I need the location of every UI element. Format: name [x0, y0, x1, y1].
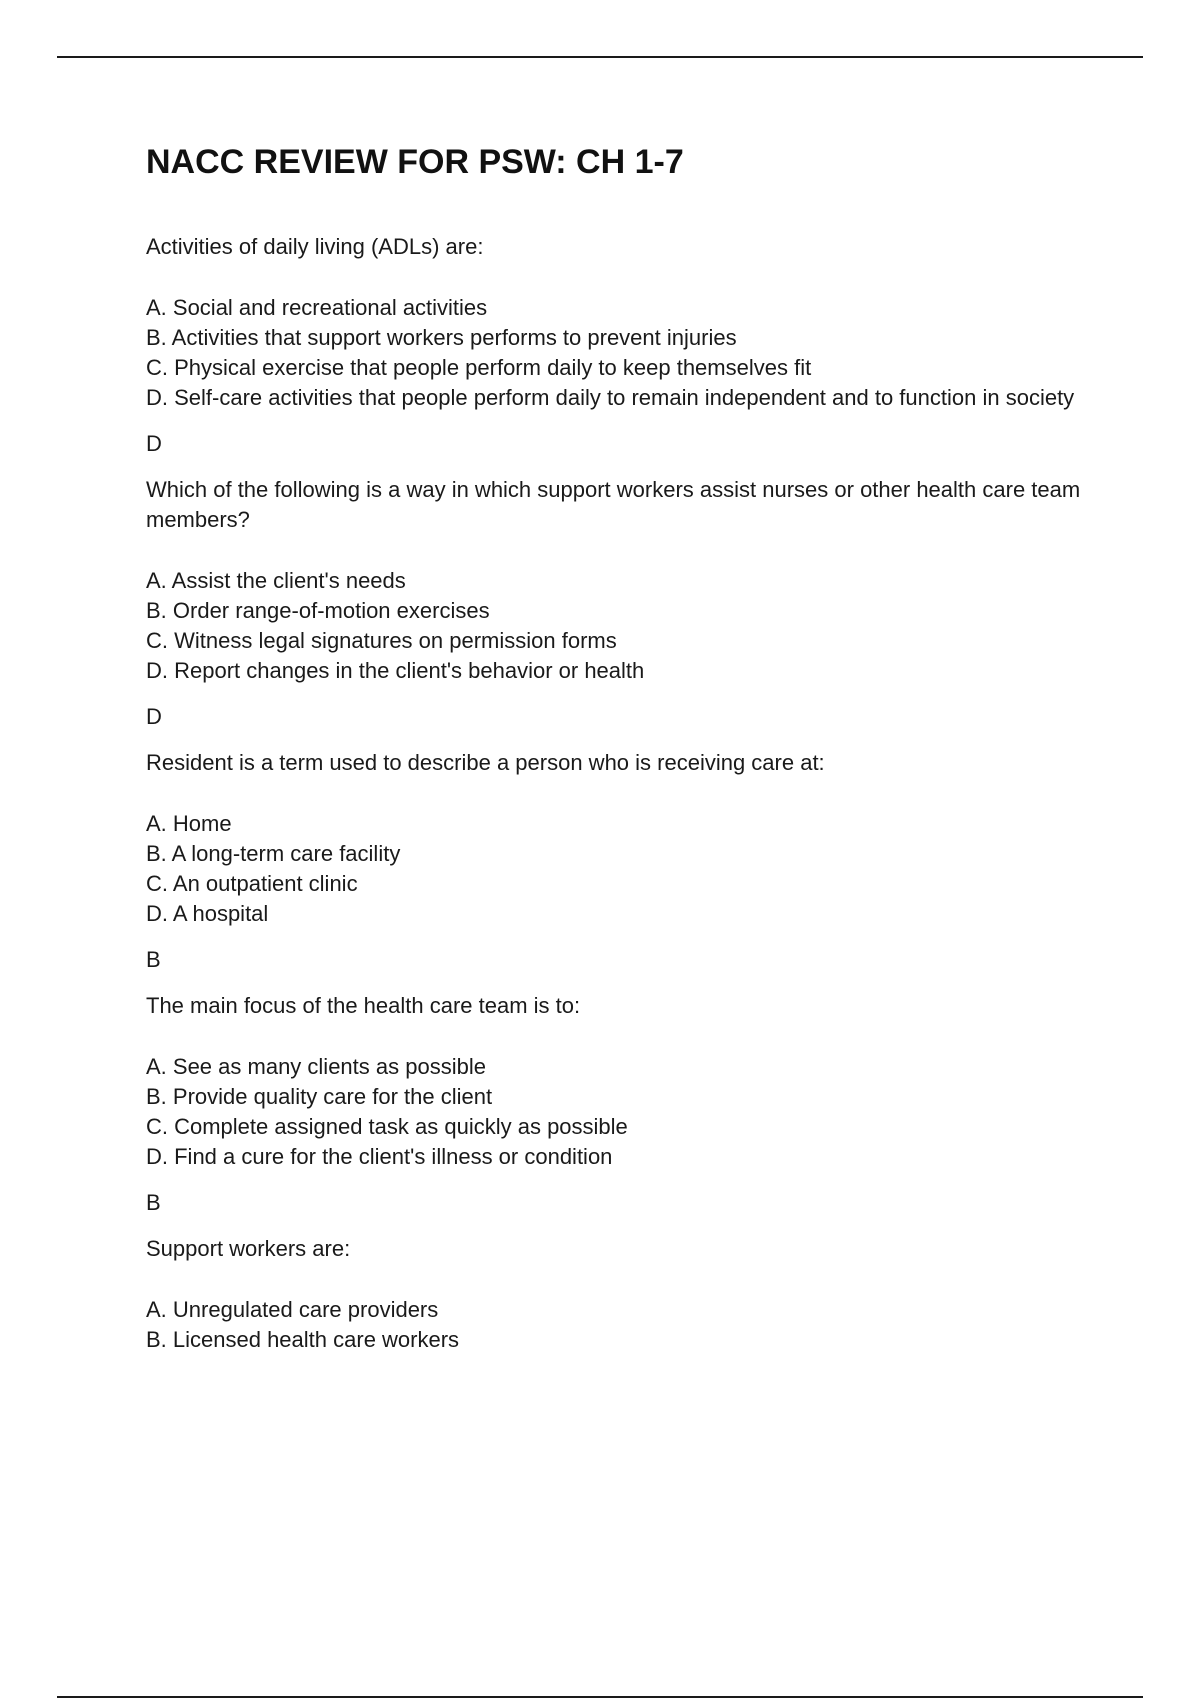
- question-text: Resident is a term used to describe a person who is receiving care at:: [146, 750, 825, 775]
- option-b: B. Provide quality care for the client: [146, 1084, 493, 1109]
- option-c: C. Physical exercise that people perform daily to keep themselves fit: [146, 355, 812, 380]
- question-text: Which of the following is a way in which support workers assist nurses or other health care team members?: [146, 477, 1081, 532]
- option-list: [146, 1052, 1096, 1172]
- option-a: A. Assist the client's needs: [146, 568, 406, 593]
- option-b: B. A long-term care facility: [146, 841, 401, 866]
- option-c: C. Witness legal signatures on permission forms: [146, 628, 617, 653]
- option-a: A. Unregulated care providers: [146, 1297, 439, 1322]
- answer-key: D: [146, 431, 162, 456]
- option-b: B. Licensed health care workers: [146, 1327, 460, 1352]
- question-2: [146, 475, 1096, 732]
- option-d: D. Self-care activities that people perform daily to remain independent and to function in society: [146, 385, 1075, 410]
- option-a: A. See as many clients as possible: [146, 1054, 486, 1079]
- option-d: D. Report changes in the client's behavior or health: [146, 658, 645, 683]
- question-text: Support workers are:: [146, 1236, 351, 1261]
- document-title: NACC REVIEW FOR PSW: CH 1-7: [146, 143, 684, 181]
- option-b: B. Activities that support workers performs to prevent injuries: [146, 325, 737, 350]
- option-list: [146, 809, 1096, 929]
- top-divider: [57, 56, 1143, 58]
- option-c: C. An outpatient clinic: [146, 871, 358, 896]
- option-a: A. Social and recreational activities: [146, 295, 488, 320]
- option-list: [146, 293, 1096, 413]
- option-d: D. Find a cure for the client's illness or condition: [146, 1144, 613, 1169]
- option-list: [146, 1295, 1096, 1355]
- bottom-divider: [57, 1696, 1143, 1698]
- question-3: [146, 748, 1096, 975]
- option-a: A. Home: [146, 811, 232, 836]
- option-b: B. Order range-of-motion exercises: [146, 598, 490, 623]
- question-text: The main focus of the health care team is to:: [146, 993, 581, 1018]
- answer-key: B: [146, 1190, 161, 1215]
- question-4: [146, 991, 1096, 1218]
- option-d: D. A hospital: [146, 901, 269, 926]
- option-list: [146, 566, 1096, 686]
- question-5: [146, 1234, 1096, 1355]
- document-body: [146, 140, 1096, 1371]
- option-c: C. Complete assigned task as quickly as possible: [146, 1114, 628, 1139]
- answer-key: D: [146, 704, 162, 729]
- question-text: Activities of daily living (ADLs) are:: [146, 234, 484, 259]
- answer-key: B: [146, 947, 161, 972]
- question-1: [146, 232, 1096, 459]
